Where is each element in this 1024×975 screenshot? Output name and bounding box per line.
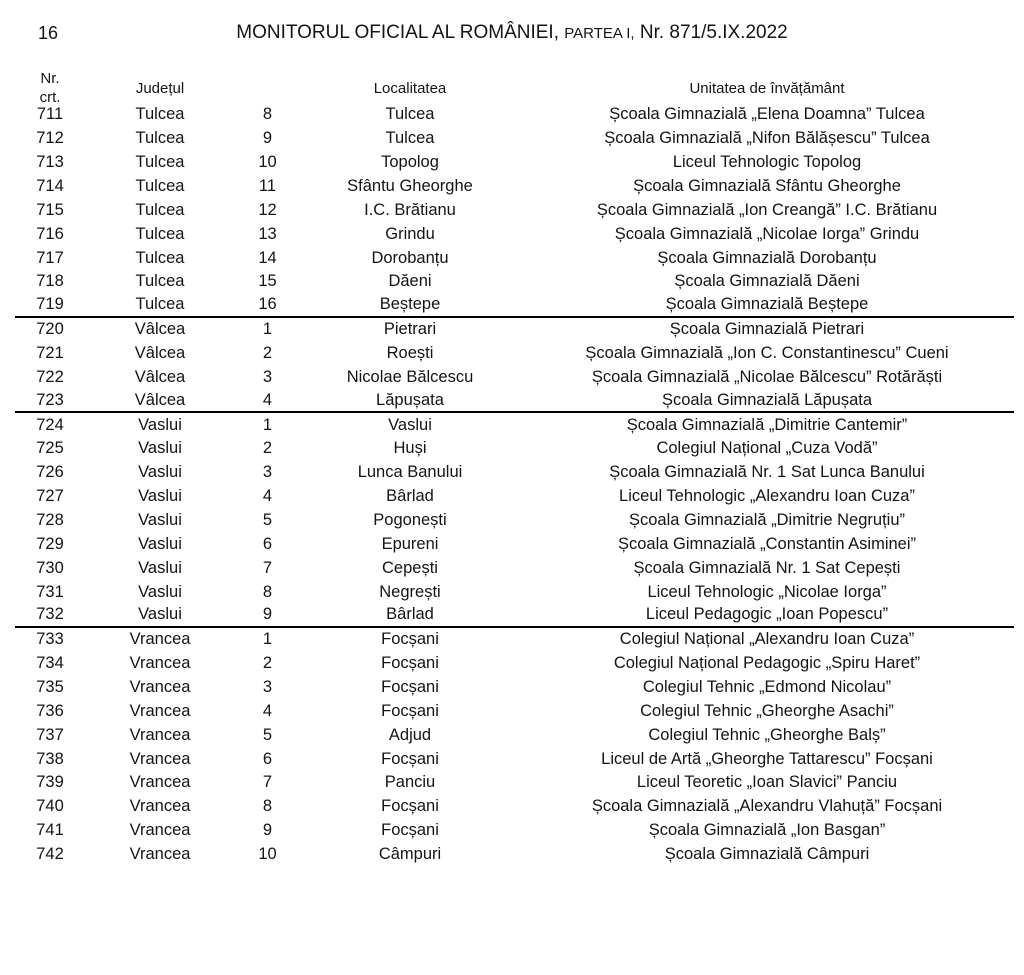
cell-nr: 730 — [36, 558, 64, 577]
cell-unit: Colegiul Național „Alexandru Ioan Cuza” — [619, 630, 915, 649]
table-row — [15, 723, 1014, 747]
table-row — [15, 747, 1014, 771]
document-title-part: PARTEA I, — [564, 25, 635, 42]
cell-nr: 720 — [36, 320, 64, 339]
cell-nr: 742 — [36, 845, 64, 864]
table-row — [15, 270, 1014, 294]
cell-locality: Focșani — [381, 821, 439, 840]
cell-county: Tulcea — [135, 105, 185, 124]
cell-unit: Școala Gimnazială „Nicolae Iorga” Grindu — [614, 224, 920, 243]
table-row — [15, 461, 1014, 485]
table-row — [15, 795, 1014, 819]
cell-idx: 2 — [262, 654, 273, 673]
cell-county: Vaslui — [138, 415, 182, 434]
cell-nr: 723 — [36, 390, 64, 409]
cell-idx: 8 — [262, 797, 273, 816]
cell-locality: Pietrari — [383, 320, 437, 339]
cell-county: Tulcea — [135, 248, 185, 267]
cell-locality: Focșani — [381, 630, 439, 649]
cell-nr: 734 — [36, 654, 64, 673]
cell-locality: Focșani — [381, 678, 439, 697]
table-row — [15, 437, 1014, 461]
cell-idx: 3 — [262, 463, 273, 482]
cell-nr: 741 — [36, 821, 64, 840]
cell-idx: 1 — [262, 630, 273, 649]
document-title — [0, 21, 1024, 46]
cell-unit: Școala Gimnazială „Nicolae Bălcescu” Rotărăști — [591, 367, 943, 386]
cell-idx: 6 — [262, 749, 273, 768]
cell-locality: Dorobanțu — [371, 248, 449, 267]
column-header-locality: Localitatea — [373, 79, 447, 97]
cell-county: Vrancea — [129, 845, 191, 864]
cell-county: Vaslui — [138, 439, 182, 458]
cell-unit: Școala Gimnazială Câmpuri — [664, 845, 870, 864]
table-row — [15, 342, 1014, 366]
cell-locality: Tulcea — [385, 129, 435, 148]
cell-idx: 9 — [262, 129, 273, 148]
cell-unit: Școala Gimnazială „Nifon Bălășescu” Tulcea — [604, 129, 930, 148]
cell-locality: Bârlad — [386, 487, 434, 506]
cell-county: Tulcea — [135, 224, 185, 243]
cell-nr: 739 — [36, 773, 64, 792]
cell-nr: 716 — [36, 224, 64, 243]
cell-county: Vrancea — [129, 630, 191, 649]
cell-nr: 728 — [36, 511, 64, 530]
cell-nr: 713 — [36, 153, 64, 172]
table-row — [15, 127, 1014, 151]
table-row — [15, 294, 1014, 318]
cell-unit: Colegiul Național „Cuza Vodă” — [656, 439, 878, 458]
cell-unit: Colegiul Tehnic „Gheorghe Balș” — [648, 725, 886, 744]
cell-county: Vrancea — [129, 773, 191, 792]
cell-county: Vaslui — [138, 605, 182, 624]
cell-locality: Negrești — [379, 582, 441, 601]
cell-nr: 721 — [36, 344, 64, 363]
cell-locality: Focșani — [381, 654, 439, 673]
column-header-nr-line2: crt. — [39, 89, 61, 106]
cell-idx: 8 — [262, 582, 273, 601]
cell-locality: Grindu — [385, 224, 435, 243]
cell-county: Vrancea — [129, 797, 191, 816]
cell-locality: Nicolae Bălcescu — [346, 367, 474, 386]
cell-nr: 717 — [36, 248, 64, 267]
table-row — [15, 556, 1014, 580]
cell-county: Vrancea — [129, 701, 191, 720]
cell-locality: Topolog — [381, 153, 439, 172]
cell-nr: 733 — [36, 630, 64, 649]
cell-county: Tulcea — [135, 153, 185, 172]
cell-unit: Școala Gimnazială Dorobanțu — [657, 248, 877, 267]
cell-unit: Școala Gimnazială Beștepe — [665, 295, 869, 314]
cell-idx: 12 — [258, 200, 277, 219]
cell-unit: Școala Gimnazială Nr. 1 Sat Lunca Banului — [609, 463, 925, 482]
cell-idx: 1 — [262, 320, 273, 339]
cell-nr: 738 — [36, 749, 64, 768]
cell-idx: 8 — [262, 105, 273, 124]
cell-unit: Școala Gimnazială Pietrari — [669, 320, 865, 339]
cell-unit: Școala Gimnazială „Alexandru Vlahuță” Focșani — [591, 797, 943, 816]
cell-county: Vrancea — [129, 654, 191, 673]
table-row — [15, 580, 1014, 604]
table-row — [15, 652, 1014, 676]
cell-nr: 740 — [36, 797, 64, 816]
cell-nr: 732 — [36, 605, 64, 624]
cell-unit: Liceul Teoretic „Ioan Slavici” Panciu — [636, 773, 898, 792]
cell-unit: Școala Gimnazială „Ion Basgan” — [648, 821, 886, 840]
cell-unit: Colegiul Național Pedagogic „Spiru Haret” — [613, 654, 921, 673]
cell-county: Tulcea — [135, 200, 185, 219]
table-row — [15, 628, 1014, 652]
cell-locality: Tulcea — [385, 105, 435, 124]
cell-nr: 712 — [36, 129, 64, 148]
cell-unit: Școala Gimnazială „Ion Creangă” I.C. Brătianu — [596, 200, 938, 219]
cell-county: Vâlcea — [134, 390, 186, 409]
table-row — [15, 151, 1014, 175]
cell-locality: I.C. Brătianu — [364, 200, 456, 219]
cell-locality: Panciu — [384, 773, 436, 792]
cell-idx: 14 — [258, 248, 277, 267]
cell-county: Tulcea — [135, 177, 185, 195]
cell-idx: 16 — [258, 295, 277, 314]
table-row — [15, 389, 1014, 413]
cell-county: Vaslui — [138, 582, 182, 601]
cell-county: Vaslui — [138, 511, 182, 530]
table-row — [15, 843, 1014, 867]
cell-idx: 4 — [262, 487, 273, 506]
table-row — [15, 365, 1014, 389]
cell-unit: Liceul Tehnologic „Alexandru Ioan Cuza” — [619, 487, 915, 506]
cell-locality: Epureni — [381, 534, 439, 553]
cell-nr: 711 — [36, 105, 64, 124]
cell-county: Vrancea — [129, 821, 191, 840]
table-row — [15, 246, 1014, 270]
cell-locality: Lunca Banului — [357, 463, 463, 482]
cell-idx: 3 — [262, 367, 273, 386]
cell-county: Vaslui — [138, 463, 182, 482]
cell-locality: Beștepe — [379, 295, 441, 314]
column-header-nr-crt — [15, 68, 85, 108]
cell-idx: 15 — [258, 272, 277, 291]
cell-unit: Școala Gimnazială „Dimitrie Cantemir” — [626, 415, 908, 434]
cell-unit: Liceul Pedagogic „Ioan Popescu” — [645, 605, 889, 624]
cell-idx: 9 — [262, 821, 273, 840]
cell-nr: 731 — [36, 582, 64, 601]
table-header-row — [15, 68, 1014, 108]
cell-idx: 2 — [262, 344, 273, 363]
table-body — [15, 103, 1014, 867]
cell-idx: 2 — [262, 439, 273, 458]
cell-idx: 3 — [262, 678, 273, 697]
cell-locality: Adjud — [388, 725, 432, 744]
cell-nr: 725 — [36, 439, 64, 458]
document-title-main: MONITORUL OFICIAL AL ROMÂNIEI, — [236, 22, 559, 43]
cell-locality: Pogonești — [373, 511, 447, 530]
table-row — [15, 771, 1014, 795]
table-row — [15, 819, 1014, 843]
cell-unit: Școala Gimnazială „Elena Doamna” Tulcea — [609, 105, 925, 124]
cell-unit: Liceul de Artă „Gheorghe Tattarescu” Focșani — [601, 749, 933, 768]
cell-county: Tulcea — [135, 129, 185, 148]
cell-nr: 726 — [36, 463, 64, 482]
cell-locality: Focșani — [381, 701, 439, 720]
cell-idx: 6 — [262, 534, 273, 553]
cell-unit: Școala Gimnazială Nr. 1 Sat Cepești — [633, 558, 901, 577]
cell-unit: Liceul Tehnologic „Nicolae Iorga” — [647, 582, 887, 601]
cell-nr: 736 — [36, 701, 64, 720]
table-row — [15, 509, 1014, 533]
cell-county: Vrancea — [129, 678, 191, 697]
cell-locality: Cepești — [382, 558, 438, 577]
cell-unit: Școala Gimnazială Sfântu Gheorghe — [633, 177, 901, 195]
cell-county: Vâlcea — [134, 367, 186, 386]
cell-county: Vrancea — [129, 749, 191, 768]
cell-county: Vâlcea — [134, 344, 186, 363]
cell-locality: Câmpuri — [378, 845, 442, 864]
cell-idx: 4 — [262, 701, 273, 720]
table-row — [15, 198, 1014, 222]
cell-nr: 735 — [36, 678, 64, 697]
cell-locality: Dăeni — [388, 272, 432, 291]
cell-unit: Colegiul Tehnic „Gheorghe Asachi” — [640, 701, 894, 720]
cell-locality: Lăpușata — [376, 390, 444, 409]
table-row — [15, 676, 1014, 700]
cell-idx: 9 — [262, 605, 273, 624]
table-row — [15, 318, 1014, 342]
document-title-issue: Nr. 871/5.IX.2022 — [639, 22, 788, 43]
cell-nr: 714 — [36, 177, 64, 195]
cell-locality: Vaslui — [388, 415, 432, 434]
cell-unit: Școala Gimnazială „Dimitrie Negruțiu” — [628, 511, 905, 530]
table-row — [15, 485, 1014, 509]
cell-county: Tulcea — [135, 272, 185, 291]
cell-idx: 11 — [258, 177, 277, 195]
table-row — [15, 699, 1014, 723]
cell-county: Tulcea — [135, 295, 185, 314]
cell-nr: 724 — [36, 415, 64, 434]
cell-county: Vaslui — [138, 487, 182, 506]
cell-county: Vaslui — [138, 558, 182, 577]
table-row — [15, 413, 1014, 437]
cell-unit: Școala Gimnazială „Constantin Asiminei” — [617, 534, 917, 553]
column-header-nr-line1: Nr. — [40, 70, 60, 87]
cell-idx: 4 — [262, 390, 273, 409]
cell-unit: Colegiul Tehnic „Edmond Nicolau” — [642, 678, 892, 697]
cell-idx: 10 — [258, 845, 277, 864]
cell-locality: Huși — [393, 439, 427, 458]
cell-nr: 737 — [36, 725, 64, 744]
cell-unit: Școala Gimnazială „Ion C. Constantinescu” Cueni — [585, 344, 949, 363]
cell-nr: 722 — [36, 367, 64, 386]
table-row — [15, 532, 1014, 556]
cell-idx: 7 — [262, 773, 273, 792]
cell-idx: 10 — [258, 153, 277, 172]
cell-locality: Sfântu Gheorghe — [347, 177, 473, 195]
cell-locality: Focșani — [381, 749, 439, 768]
column-header-spacer — [235, 68, 300, 108]
cell-idx: 1 — [262, 415, 273, 434]
cell-county: Vrancea — [129, 725, 191, 744]
cell-idx: 5 — [262, 725, 273, 744]
column-header-unit: Unitatea de învățământ — [689, 79, 845, 97]
cell-county: Vaslui — [138, 534, 182, 553]
cell-locality: Bârlad — [386, 605, 434, 624]
cell-unit: Liceul Tehnologic Topolog — [672, 153, 862, 172]
cell-locality: Roești — [386, 344, 434, 363]
cell-idx: 13 — [258, 224, 277, 243]
cell-nr: 715 — [36, 200, 64, 219]
cell-nr: 727 — [36, 487, 64, 506]
cell-locality: Focșani — [381, 797, 439, 816]
cell-idx: 7 — [262, 558, 273, 577]
cell-nr: 718 — [36, 272, 64, 291]
cell-idx: 5 — [262, 511, 273, 530]
column-header-county: Județul — [135, 79, 185, 97]
cell-nr: 719 — [36, 295, 64, 314]
table-row — [15, 222, 1014, 246]
page-number: 16 — [38, 23, 59, 43]
table-row — [15, 175, 1014, 199]
table-row — [15, 604, 1014, 628]
cell-county: Vâlcea — [134, 320, 186, 339]
cell-nr: 729 — [36, 534, 64, 553]
table-row — [15, 103, 1014, 127]
cell-unit: Școala Gimnazială Dăeni — [674, 272, 860, 291]
cell-unit: Școala Gimnazială Lăpușata — [661, 390, 873, 409]
